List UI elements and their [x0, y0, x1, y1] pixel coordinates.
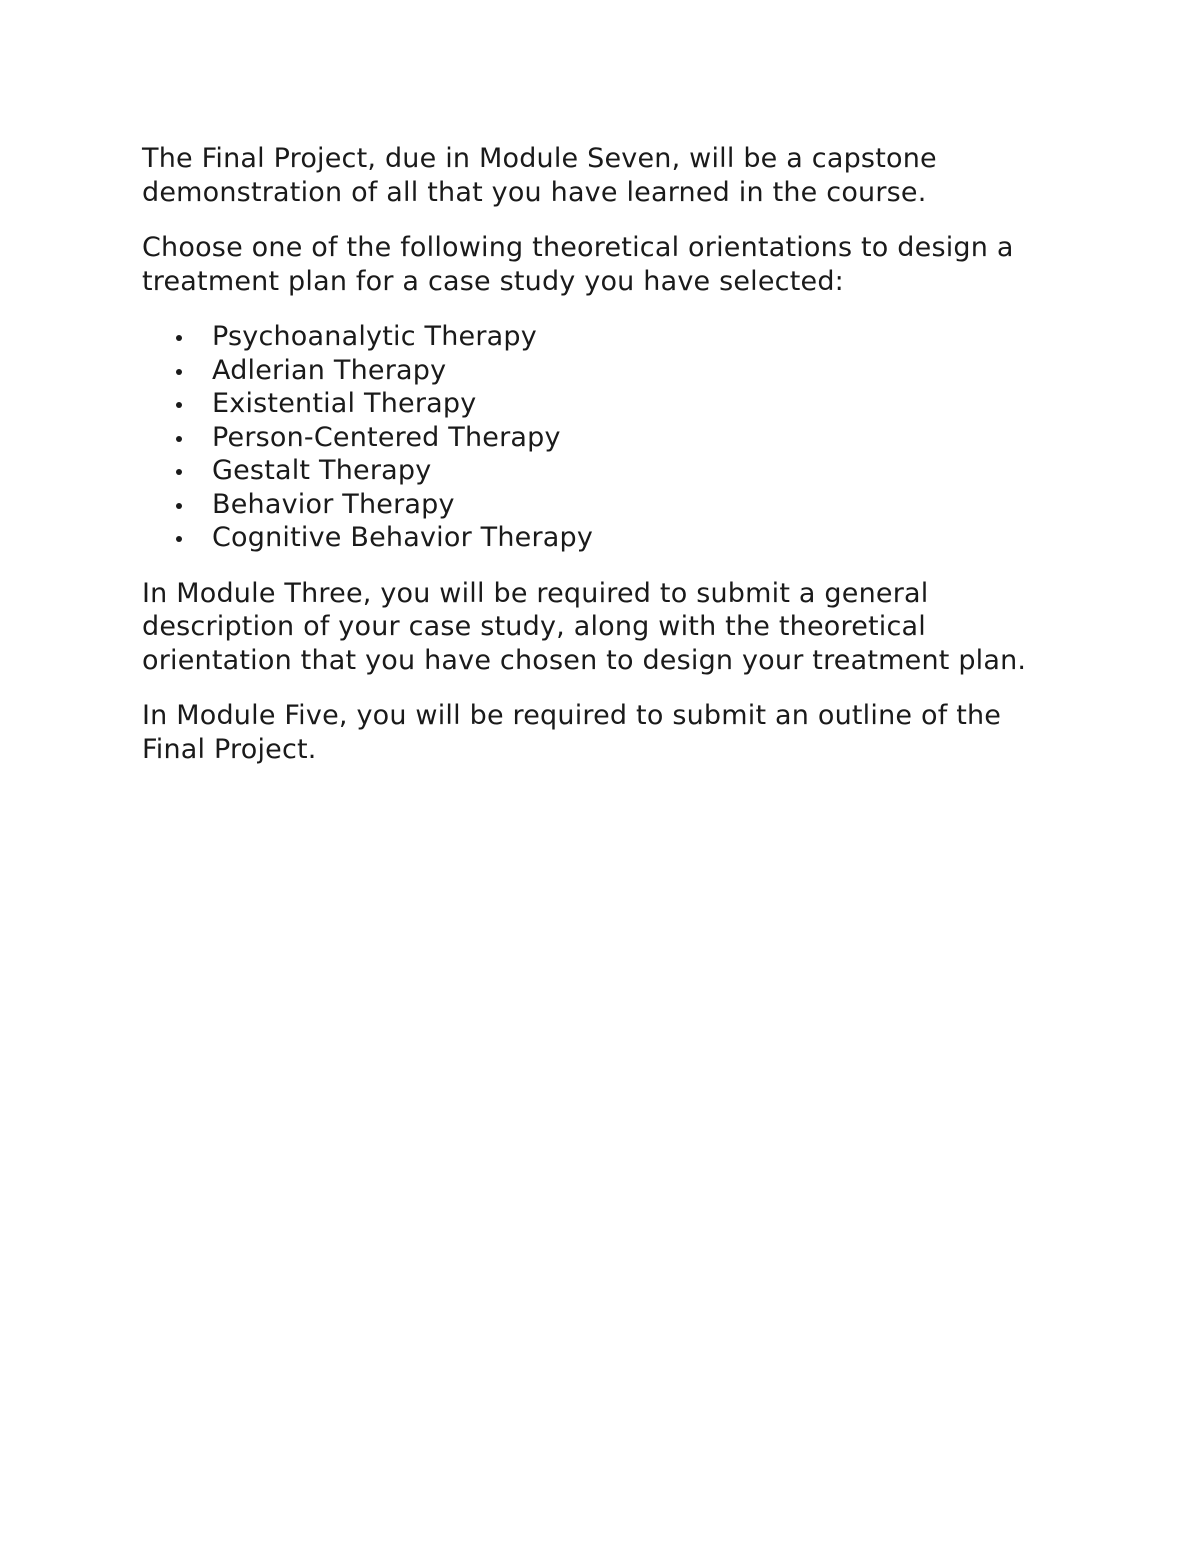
list-item-label: Adlerian Therapy	[212, 354, 447, 386]
list-item-label: Existential Therapy	[212, 388, 477, 419]
bullet-icon	[176, 402, 182, 408]
instruction-paragraph: Choose one of the following theoretical orientations to design a treatment plan for a case study you have selected:	[142, 232, 1014, 297]
bullet-icon	[176, 335, 182, 341]
document-page	[142, 142, 1062, 788]
list-item-label: Cognitive Behavior Therapy	[212, 522, 594, 553]
bullet-icon	[176, 469, 182, 475]
orientation-list	[142, 320, 1062, 555]
intro-paragraph: The Final Project, due in Module Seven, will be a capstone demonstration of all that you have learned in the course.	[142, 143, 937, 208]
list-item	[142, 354, 1062, 388]
list-item	[142, 454, 1062, 488]
list-item	[142, 488, 1062, 522]
list-item	[142, 421, 1062, 455]
list-item-label: Person-Centered Therapy	[212, 421, 561, 453]
bullet-icon	[176, 369, 182, 375]
list-item-label: Gestalt Therapy	[212, 455, 432, 486]
bullet-icon	[176, 503, 182, 509]
module-five-paragraph: In Module Five, you will be required to submit an outline of the Final Project.	[142, 700, 1002, 765]
list-item-label: Psychoanalytic Therapy	[212, 321, 537, 352]
bullet-icon	[176, 436, 182, 442]
list-item	[142, 387, 1062, 421]
list-item-label: Behavior Therapy	[212, 488, 455, 520]
list-item	[142, 320, 1062, 354]
module-three-paragraph: In Module Three, you will be required to submit a general description of your case study, along with the theoretical orientation that you have chosen to design your treatment plan.	[142, 577, 1027, 676]
bullet-icon	[176, 536, 182, 542]
list-item	[142, 521, 1062, 555]
